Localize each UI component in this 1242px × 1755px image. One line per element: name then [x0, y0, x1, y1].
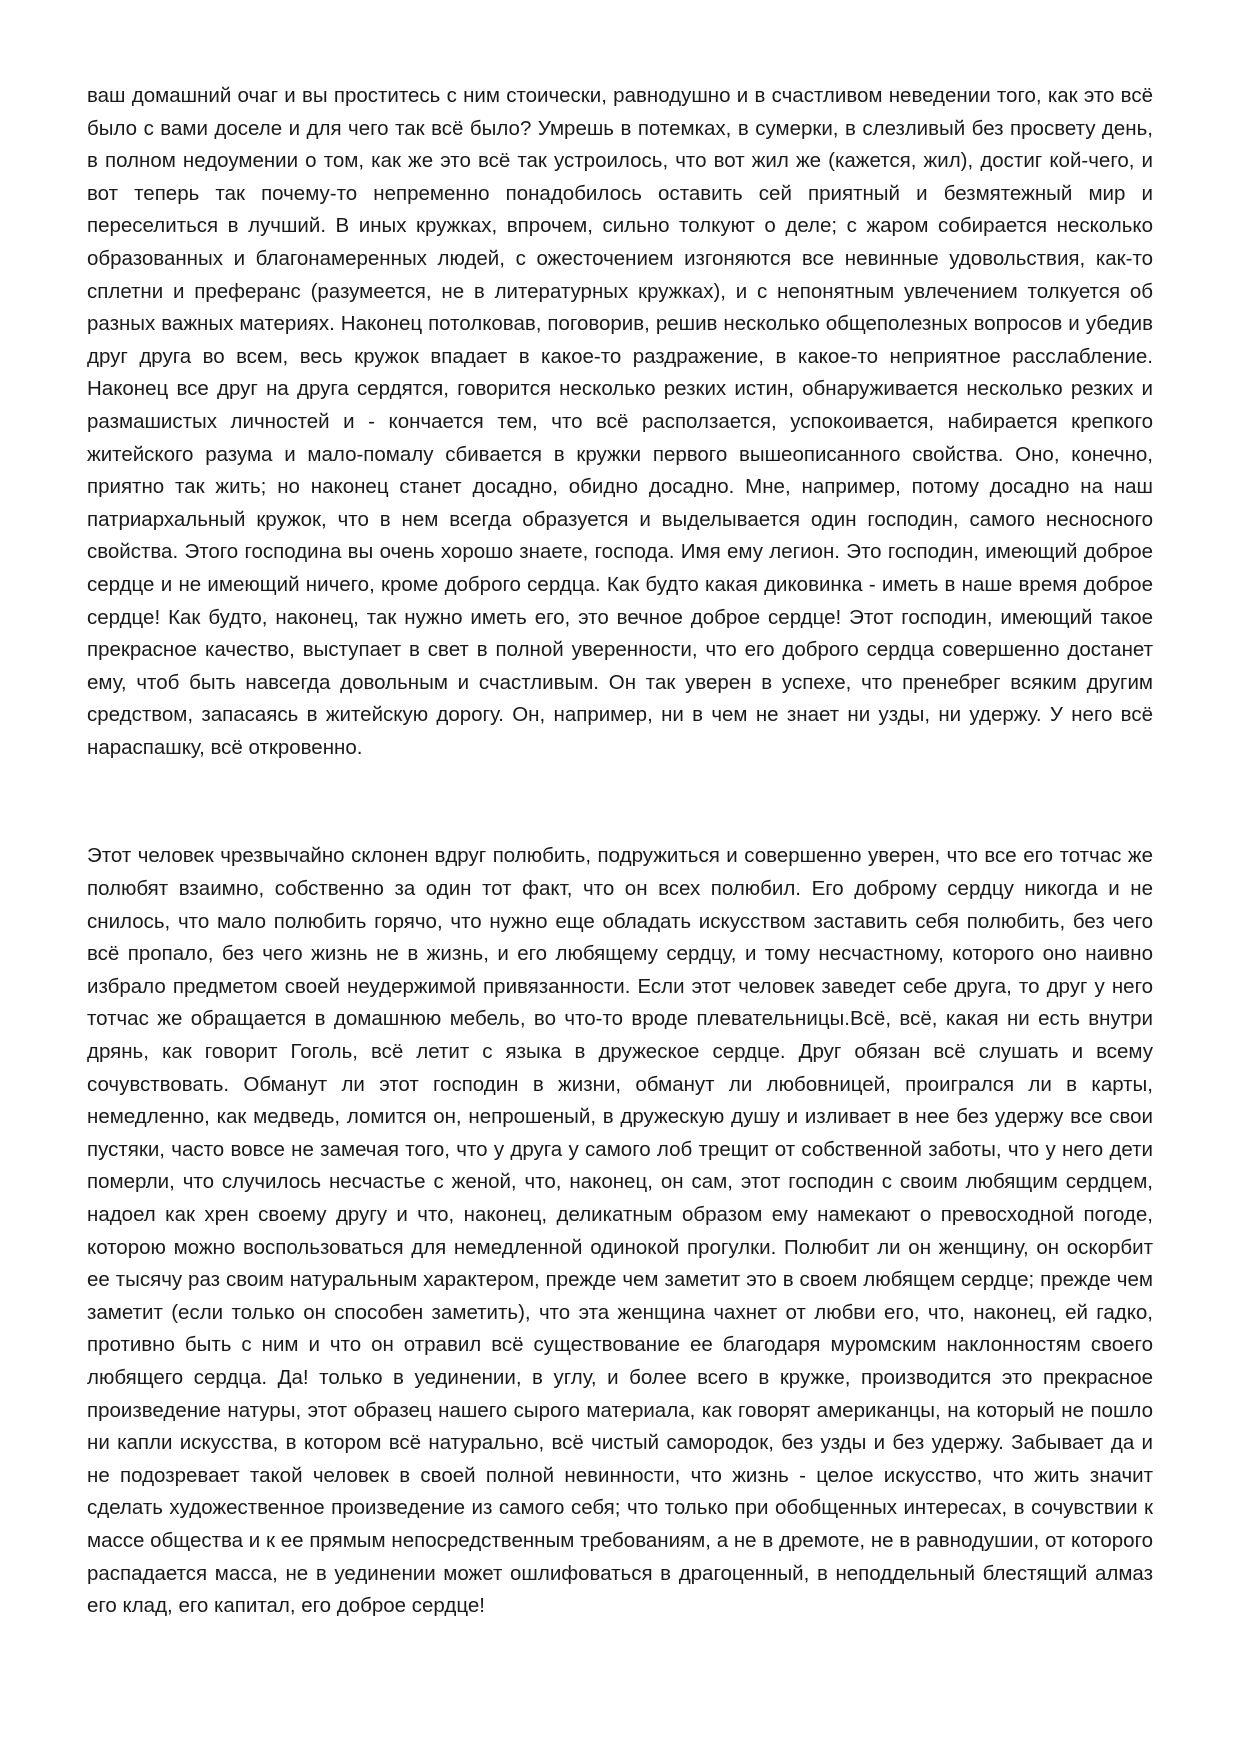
document-page	[87, 80, 1153, 1623]
paragraph-1: ваш домашний очаг и вы проститесь с ним стоически, равнодушно и в счастливом неведении того, как это всё было с вами доселе и для чего так всё было? Умрешь в потемках, в сумерки, в слезливый без просвету день, в полном недоумении о том, как же это всё так устроилось, что вот жил же (кажется, жил), достиг кой-чего, и вот теперь так почему-то непременно понадобилось оставить сей приятный и безмятежный мир и переселиться в лучший. В иных кружках, впрочем, сильно толкуют о деле; с жаром собирается несколько образованных и благонамеренных людей, с ожесточением изгоняются все невинные удовольствия, как-то сплетни и преферанс (разумеется, не в литературных кружках), и с непонятным увлечением толкуется об разных важных материях. Наконец потолковав, поговорив, решив несколько общеполезных вопросов и убедив друг друга во всем, весь кружок впадает в какое-то раздражение, в какое-то неприятное расслабление. Наконец все друг на друга сердятся, говорится несколько резких истин, обнаруживается несколько резких и размашистых личностей и - кончается тем, что всё расползается, успокоивается, набирается крепкого житейского разума и мало-помалу сбивается в кружки первого вышеописанного свойства. Оно, конечно, приятно так жить; но наконец станет досадно, обидно досадно. Мне, например, потому досадно на наш патриархальный кружок, что в нем всегда образуется и выделывается один господин, самого несносного свойства. Этого господина вы очень хорошо знаете, господа. Имя ему легион. Это господин, имеющий доброе сердце и не имеющий ничего, кроме доброго сердца. Как будто какая диковинка - иметь в наше время доброе сердце! Как будто, наконец, так нужно иметь его, это вечное доброе сердце! Этот господин, имеющий такое прекрасное качество, выступает в свет в полной уверенности, что его доброго сердца совершенно достанет ему, чтоб быть навсегда довольным и счастливым. Он так уверен в успехе, что пренебрег всяким другим средством, запасаясь в житейскую дорогу. Он, например, ни в чем не знает ни узды, ни удержу. У него всё нараспашку, всё откровенно.	[87, 84, 1153, 759]
paragraph-2: Этот человек чрезвычайно склонен вдруг полюбить, подружиться и совершенно уверен, что все его тотчас же полюбят взаимно, собственно за один тот факт, что он всех полюбил. Его доброму сердцу никогда и не снилось, что мало полюбить горячо, что нужно еще обладать искусством заставить себя полюбить, без чего всё пропало, без чего жизнь не в жизнь, и его любящему сердцу, и тому несчастному, которого оно наивно избрало предметом своей неудержимой привязанности. Если этот человек заведет себе друга, то друг у него тотчас же обращается в домашнюю мебель, во что-то вроде плевательницы.Всё, всё, какая ни есть внутри дрянь, как говорит Гоголь, всё летит с языка в дружеское сердце. Друг обязан всё слушать и всему сочувствовать. Обманут ли этот господин в жизни, обманут ли любовницей, проигрался ли в карты, немедленно, как медведь, ломится он, непрошеный, в дружескую душу и изливает в нее без удержу все свои пустяки, часто вовсе не замечая того, что у друга у самого лоб трещит от собственной заботы, что у него дети померли, что случилось несчастье с женой, что, наконец, он сам, этот господин с своим любящим сердцем, надоел как хрен своему другу и что, наконец, деликатным образом ему намекают о превосходной погоде, которою можно воспользоваться для немедленной одинокой прогулки. Полюбит ли он женщину, он оскорбит ее тысячу раз своим натуральным характером, прежде чем заметит это в своем любящем сердце; прежде чем заметит (если только он способен заметить), что эта женщина чахнет от любви его, что, наконец, ей гадко, противно быть с ним и что он отравил всё существование ее благодаря муромским наклонностям своего любящего сердца. Да! только в уединении, в углу, и более всего в кружке, производится это прекрасное произведение натуры, этот образец нашего сырого материала, как говорят американцы, на который не пошло ни капли искусства, в котором всё натурально, всё чистый самородок, без узды и без удержу. Забывает да и не подозревает такой человек в своей полной невинности, что жизнь - целое искусство, что жить значит сделать художественное произведение из самого себя; что только при обобщенных интересах, в сочувствии к массе общества и к ее прямым непосредственным требованиям, а не в дремоте, не в равнодушии, от которого распадается масса, не в уединении может ошлифоваться в драгоценный, в неподдельный блестящий алмаз его клад, его капитал, его доброе сердце!	[87, 844, 1153, 1618]
